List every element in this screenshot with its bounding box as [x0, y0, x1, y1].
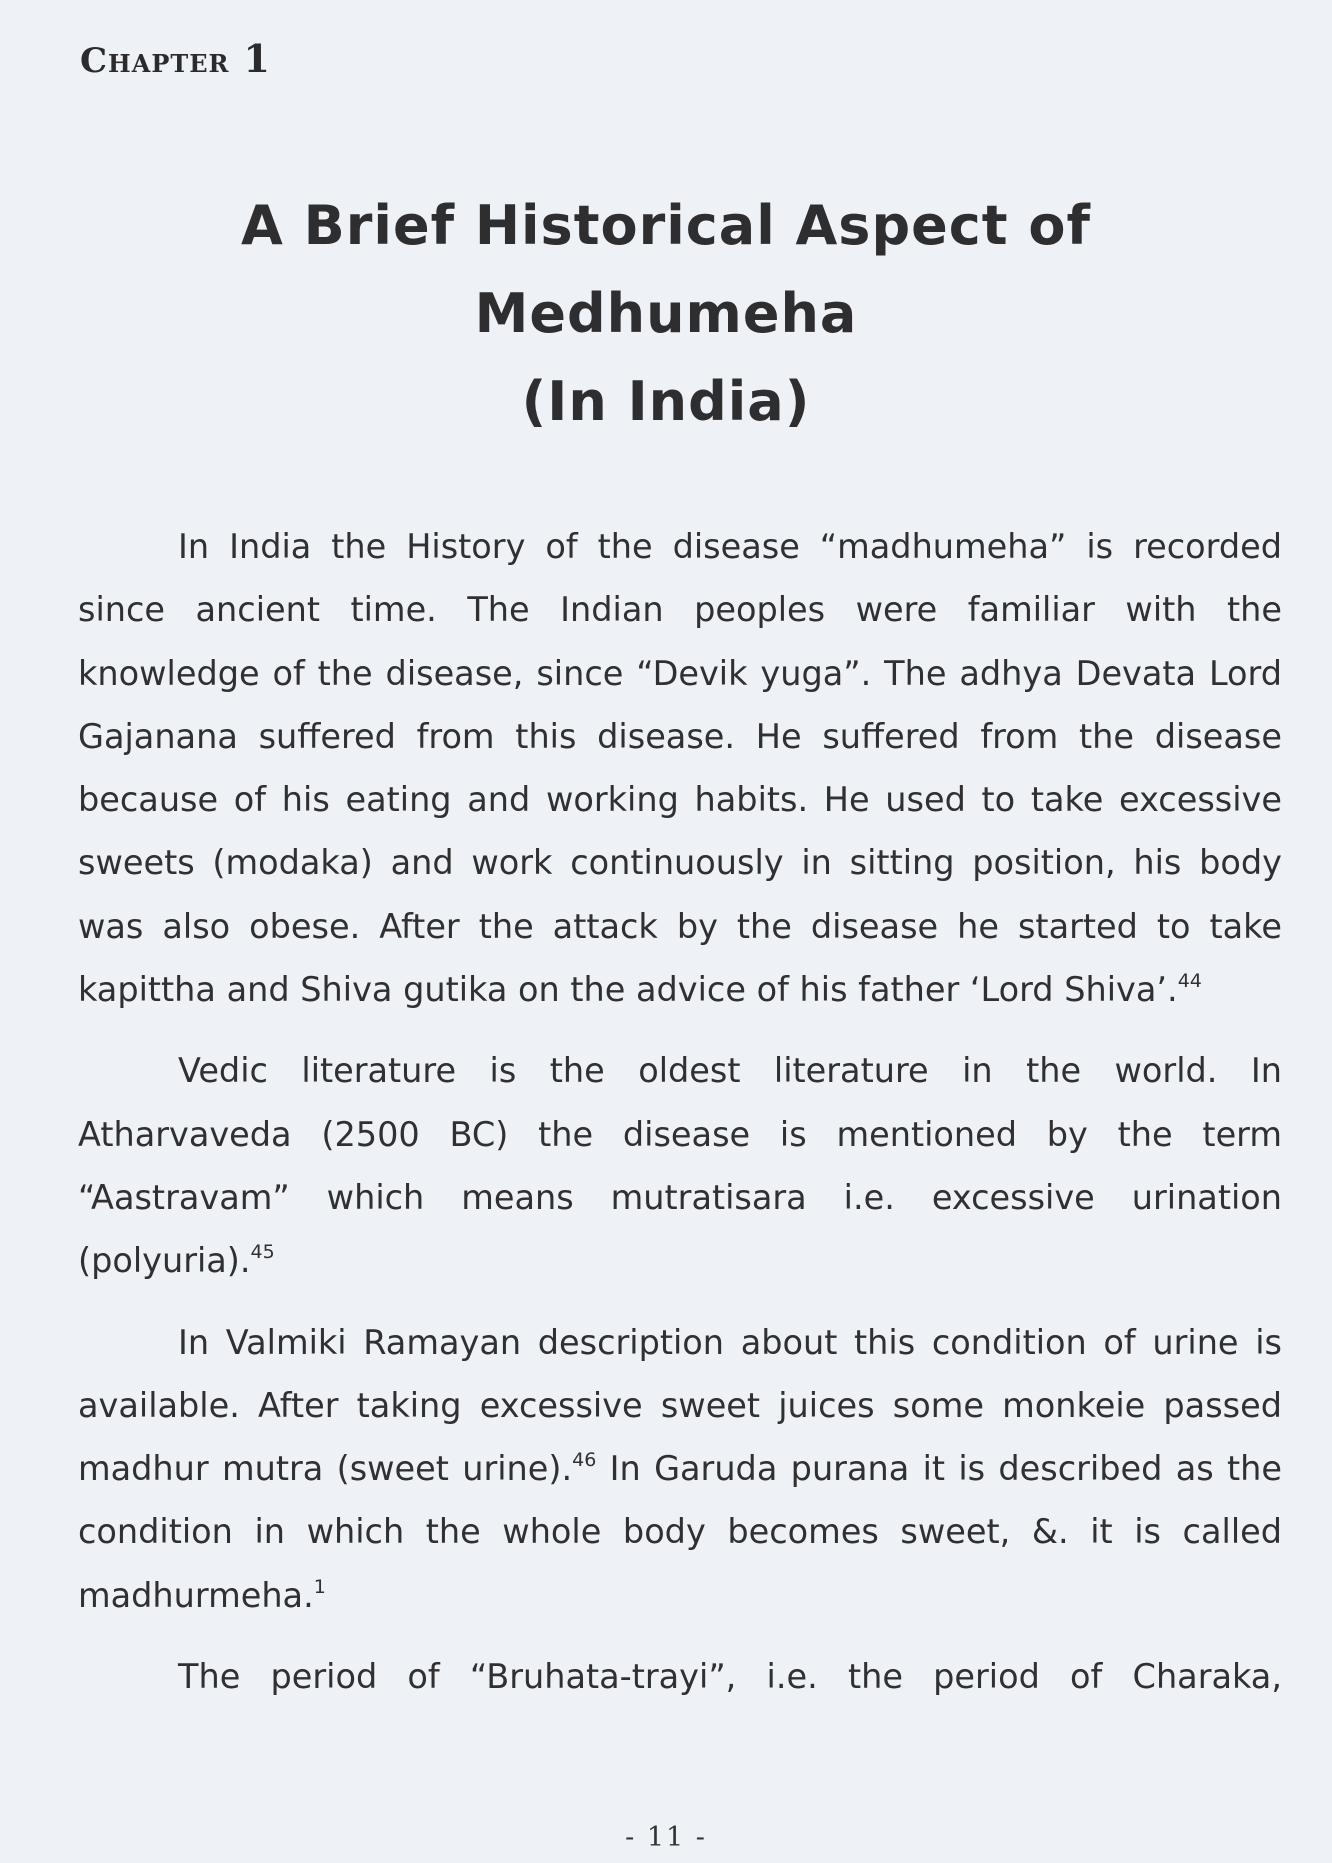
paragraph-4 — [78, 1645, 1282, 1708]
chapter-title-line-2: (In India) — [521, 370, 811, 433]
chapter-word: Chapter — [80, 41, 230, 81]
chapter-label — [80, 36, 271, 81]
paragraph-1-text: In India the History of the disease “madhumeha” is recorded since ancient time. The Indian peoples were familiar with the knowledge of the disease, since “Devik yuga”. The adhya Devata Lord Gajanana suffered from this disease. He suffered from the disease because of his eating and working habits. He used to take excessive sweets (modaka) and work continuously in sitting position, his body was also obese. After the attack by the disease he started to take kapittha and Shiva gutika on the advice of his father ‘Lord Shiva’. — [78, 527, 1282, 1010]
footnote-ref-45: 45 — [250, 1241, 275, 1264]
chapter-number: 1 — [243, 36, 271, 81]
body-text — [78, 515, 1282, 1726]
paragraph-4-text: The period of “Bruhata-trayi”, i.e. the period of Charaka, — [178, 1657, 1282, 1697]
paragraph-2 — [78, 1039, 1282, 1292]
paragraph-2-text: Vedic literature is the oldest literature in the world. In Atharvaveda (2500 BC) the disease is mentioned by the term “Aastravam” which means mutratisara i.e. excessive urination (polyuria). — [78, 1051, 1282, 1281]
chapter-title-line-1: A Brief Historical Aspect of Medhumeha — [241, 194, 1091, 345]
paragraph-3-text-a: In Valmiki Ramayan description about this condition of urine is available. After taking excessive sweet juices some monkeie passed madhur mutra (sweet urine). — [78, 1322, 1282, 1489]
paragraph-3-text-b: In Garuda purana it is described as the condition in which the whole body becomes sweet, &. it is called madhurmeha. — [78, 1449, 1283, 1615]
paragraph-3 — [78, 1311, 1282, 1627]
footnote-ref-46: 46 — [572, 1449, 597, 1472]
paragraph-1 — [78, 515, 1282, 1021]
footnote-ref-44: 44 — [1177, 970, 1202, 993]
footnote-ref-1: 1 — [313, 1575, 326, 1598]
page-number: - 11 - — [625, 1822, 707, 1853]
chapter-title — [60, 182, 1272, 446]
